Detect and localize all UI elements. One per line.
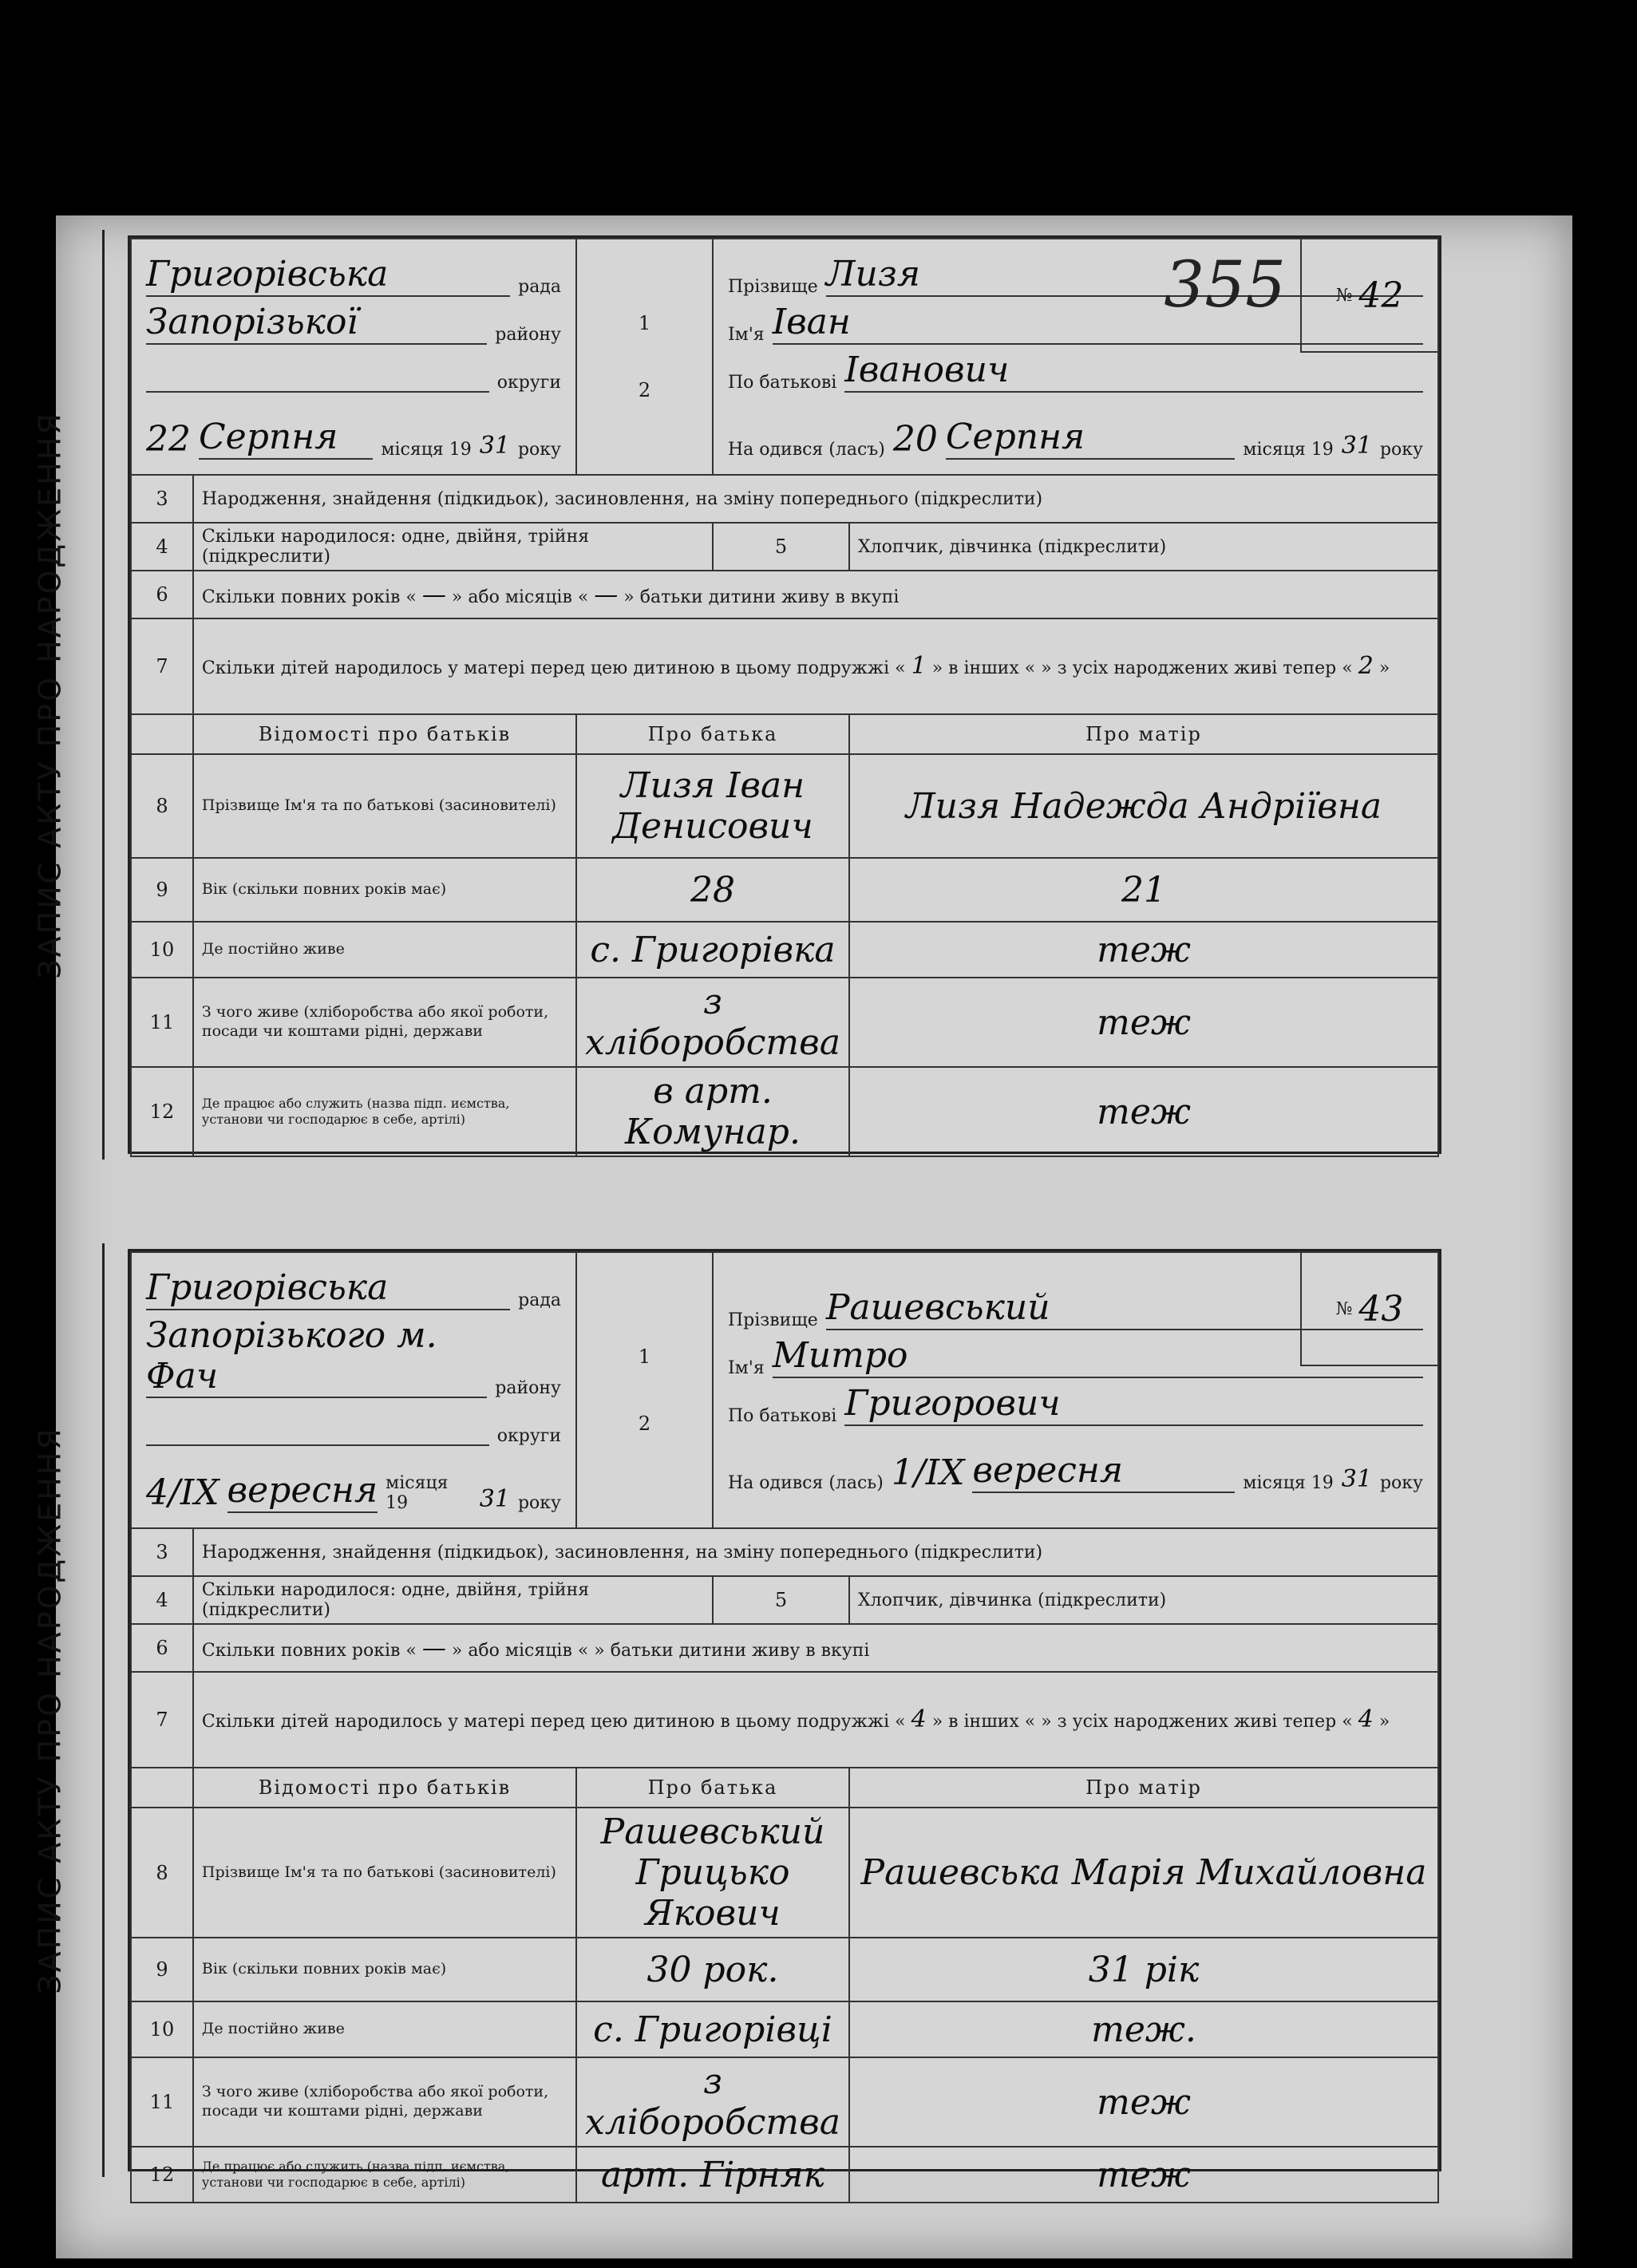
raion-label: району xyxy=(495,1378,561,1398)
row-num: 8 xyxy=(131,754,193,858)
record-number-box xyxy=(1300,239,1437,353)
r8-label: Прізвище Ім'я та по батькові (засиновителі) xyxy=(193,1808,576,1938)
row-num: 4 xyxy=(131,523,193,571)
col-info-header: Відомості про батьків xyxy=(193,1768,576,1808)
row5-text: Хлопчик, дівчинка (підкреслити) xyxy=(849,1576,1438,1624)
r12-label: Де працює або служить (назва підп. иємства, установи чи господарює в себе, артілі) xyxy=(193,1067,576,1156)
number-label: № xyxy=(1335,1298,1353,1319)
col-mother-header: Про матір xyxy=(849,714,1438,754)
born-day: 20 xyxy=(892,419,938,460)
child-block xyxy=(713,239,1438,475)
surname-value: Лизя xyxy=(826,254,1423,297)
name-label: Ім'я xyxy=(727,325,765,345)
row5-text: Хлопчик, дівчинка (підкреслити) xyxy=(849,523,1438,571)
surname-value: Рашевський xyxy=(826,1287,1423,1330)
row6: Скільки повних років « — » або місяців « — » батьки дитини живу в вкупі xyxy=(193,571,1438,618)
father-name: Рашевський Грицько Якович xyxy=(576,1808,849,1938)
row-num: 3 xyxy=(131,1528,193,1576)
birth-record-1 xyxy=(33,235,1441,1154)
father-work: в арт. Комунар. xyxy=(576,1067,849,1156)
row-num: 6 xyxy=(131,1624,193,1672)
row-num: 10 xyxy=(131,2001,193,2057)
name-value: Митро xyxy=(773,1335,1423,1378)
born-label: На одився (лась) xyxy=(727,1473,884,1493)
born-label: На одився (ласъ) xyxy=(727,440,885,460)
name-label: Ім'я xyxy=(727,1358,765,1378)
rada-value: Григорівська xyxy=(146,254,510,297)
reg-year-prefix: місяця 19 xyxy=(386,1473,449,1513)
reg-year-prefix: місяця 19 xyxy=(381,440,472,460)
row-num: 11 xyxy=(131,978,193,1067)
surname-label: Прізвище xyxy=(727,277,818,297)
row-num: 4 xyxy=(131,1576,193,1624)
r11-label: З чого живе (хліборобства або якої роботи, посади чи коштами рідні, держави xyxy=(193,2057,576,2147)
patronymic-label: По батькові xyxy=(727,1406,837,1426)
mother-work: теж xyxy=(849,2147,1438,2203)
mother-name: Лизя Надежда Андріївна xyxy=(849,754,1438,858)
okruga-value xyxy=(146,1403,489,1446)
mother-occupation: теж xyxy=(849,978,1438,1067)
stamp-number: 355 xyxy=(1164,247,1286,322)
born-year-prefix: місяця 19 xyxy=(1243,440,1334,460)
row3-text: Народження, знайдення (підкидьок), засиновлення, на зміну попереднього (підкреслити) xyxy=(193,475,1438,523)
r10-label: Де постійно живе xyxy=(193,2001,576,2057)
number-label: № xyxy=(1335,285,1353,306)
row3-text: Народження, знайдення (підкидьок), засиновлення, на зміну попереднього (підкреслити) xyxy=(193,1528,1438,1576)
raion-value: Запорізької xyxy=(146,302,487,345)
father-age: 30 рок. xyxy=(576,1938,849,2001)
row7: Скільки дітей народилось у матері перед цею дитиною в цьому подружжі « 1 » в інших « » з усіх народжених живі тепер « 2 » xyxy=(193,618,1438,714)
reg-day: 4/IX xyxy=(146,1472,219,1513)
reg-year-suffix: року xyxy=(517,440,561,460)
col-father-header: Про батька xyxy=(576,714,849,754)
birth-record-2 xyxy=(33,1249,1441,2195)
father-occupation: з хліборобства xyxy=(576,2057,849,2147)
row-num: 7 xyxy=(131,618,193,714)
father-work: арт. Гірняк xyxy=(576,2147,849,2203)
row-num: 5 xyxy=(713,523,849,571)
mother-occupation: теж xyxy=(849,2057,1438,2147)
registry-block xyxy=(131,1252,576,1528)
col-mother-header: Про матір xyxy=(849,1768,1438,1808)
reg-month: Серпня xyxy=(199,417,373,460)
row-num: 1 2 xyxy=(576,239,713,475)
row-num: 3 xyxy=(131,475,193,523)
raion-label: району xyxy=(495,325,561,345)
rada-value: Григорівська xyxy=(146,1267,510,1310)
col-info-header: Відомості про батьків xyxy=(193,714,576,754)
mother-work: теж xyxy=(849,1067,1438,1156)
patronymic-value: Григорович xyxy=(844,1383,1423,1426)
father-name: Лизя Іван Денисович xyxy=(576,754,849,858)
row-num: 7 xyxy=(131,1672,193,1768)
r11-label: З чого живе (хліборобства або якої роботи, посади чи коштами рідні, держави xyxy=(193,978,576,1067)
side-title: ЗАПИС АКТУ ПРО НАРОДЖЕННЯ xyxy=(33,410,69,979)
okruga-label: округи xyxy=(496,373,561,393)
row-num: 9 xyxy=(131,858,193,922)
row-num: 12 xyxy=(131,2147,193,2203)
registry-block xyxy=(131,239,576,475)
r9-label: Вік (скільки повних років має) xyxy=(193,858,576,922)
row-num: 10 xyxy=(131,922,193,978)
reg-year: 31 xyxy=(479,1485,510,1513)
r12-label: Де працює або служить (назва підп. иємства, установи чи господарює в себе, артілі) xyxy=(193,2147,576,2203)
born-year: 31 xyxy=(1341,432,1372,460)
reg-year: 31 xyxy=(479,432,510,460)
mother-age: 21 xyxy=(849,858,1438,922)
born-year-suffix: року xyxy=(1379,440,1423,460)
raion-value: Запорізького м. Фач xyxy=(146,1315,487,1398)
born-month: вересня xyxy=(972,1450,1235,1493)
patronymic-label: По батькові xyxy=(727,373,837,393)
row-num: 9 xyxy=(131,1938,193,2001)
row-num: 1 2 xyxy=(576,1252,713,1528)
born-year: 31 xyxy=(1341,1465,1372,1493)
born-year-suffix: року xyxy=(1379,1473,1423,1493)
row-num: 12 xyxy=(131,1067,193,1156)
mother-lives: теж xyxy=(849,922,1438,978)
record-table xyxy=(130,238,1439,1157)
record-number-box xyxy=(1300,1253,1437,1366)
row-num: 11 xyxy=(131,2057,193,2147)
rada-label: рада xyxy=(518,277,561,297)
record-table xyxy=(130,1251,1439,2203)
record-number: 42 xyxy=(1358,275,1404,316)
patronymic-value: Іванович xyxy=(844,350,1423,393)
r9-label: Вік (скільки повних років має) xyxy=(193,1938,576,2001)
okruga-value xyxy=(146,350,489,393)
born-day: 1/IX xyxy=(891,1452,965,1493)
rada-label: рада xyxy=(518,1290,561,1310)
record-number: 43 xyxy=(1358,1288,1404,1330)
okruga-label: округи xyxy=(496,1426,561,1446)
row-num: 5 xyxy=(713,1576,849,1624)
reg-day: 22 xyxy=(146,419,191,460)
father-age: 28 xyxy=(576,858,849,922)
r10-label: Де постійно живе xyxy=(193,922,576,978)
margin-line xyxy=(102,230,105,1160)
mother-lives: теж. xyxy=(849,2001,1438,2057)
row6: Скільки повних років « — » або місяців « » батьки дитини живу в вкупі xyxy=(193,1624,1438,1672)
col-father-header: Про батька xyxy=(576,1768,849,1808)
born-year-prefix: місяця 19 xyxy=(1243,1473,1334,1493)
born-month: Серпня xyxy=(946,417,1236,460)
row4-text: Скільки народилося: одне, двійня, трійня (підкреслити) xyxy=(193,523,713,571)
row-num: 6 xyxy=(131,571,193,618)
mother-name: Рашевська Марія Михайловна xyxy=(849,1808,1438,1938)
row4-text: Скільки народилося: одне, двійня, трійня (підкреслити) xyxy=(193,1576,713,1624)
child-block xyxy=(713,1252,1438,1528)
reg-month: вересня xyxy=(227,1470,378,1513)
father-lives: с. Григорівка xyxy=(576,922,849,978)
margin-line xyxy=(102,1243,105,2177)
r8-label: Прізвище Ім'я та по батькові (засиновителі) xyxy=(193,754,576,858)
side-title: ЗАПИС АКТУ ПРО НАРОДЖЕННЯ xyxy=(33,1426,69,1994)
father-lives: с. Григорівці xyxy=(576,2001,849,2057)
father-occupation: з хліборобства xyxy=(576,978,849,1067)
row7: Скільки дітей народилось у матері перед цею дитиною в цьому подружжі « 4 » в інших « » з усіх народжених живі тепер « 4 » xyxy=(193,1672,1438,1768)
mother-age: 31 рік xyxy=(849,1938,1438,2001)
row-num: 8 xyxy=(131,1808,193,1938)
name-value: Іван xyxy=(773,302,1423,345)
surname-label: Прізвище xyxy=(727,1310,818,1330)
reg-year-suffix: року xyxy=(517,1493,561,1513)
